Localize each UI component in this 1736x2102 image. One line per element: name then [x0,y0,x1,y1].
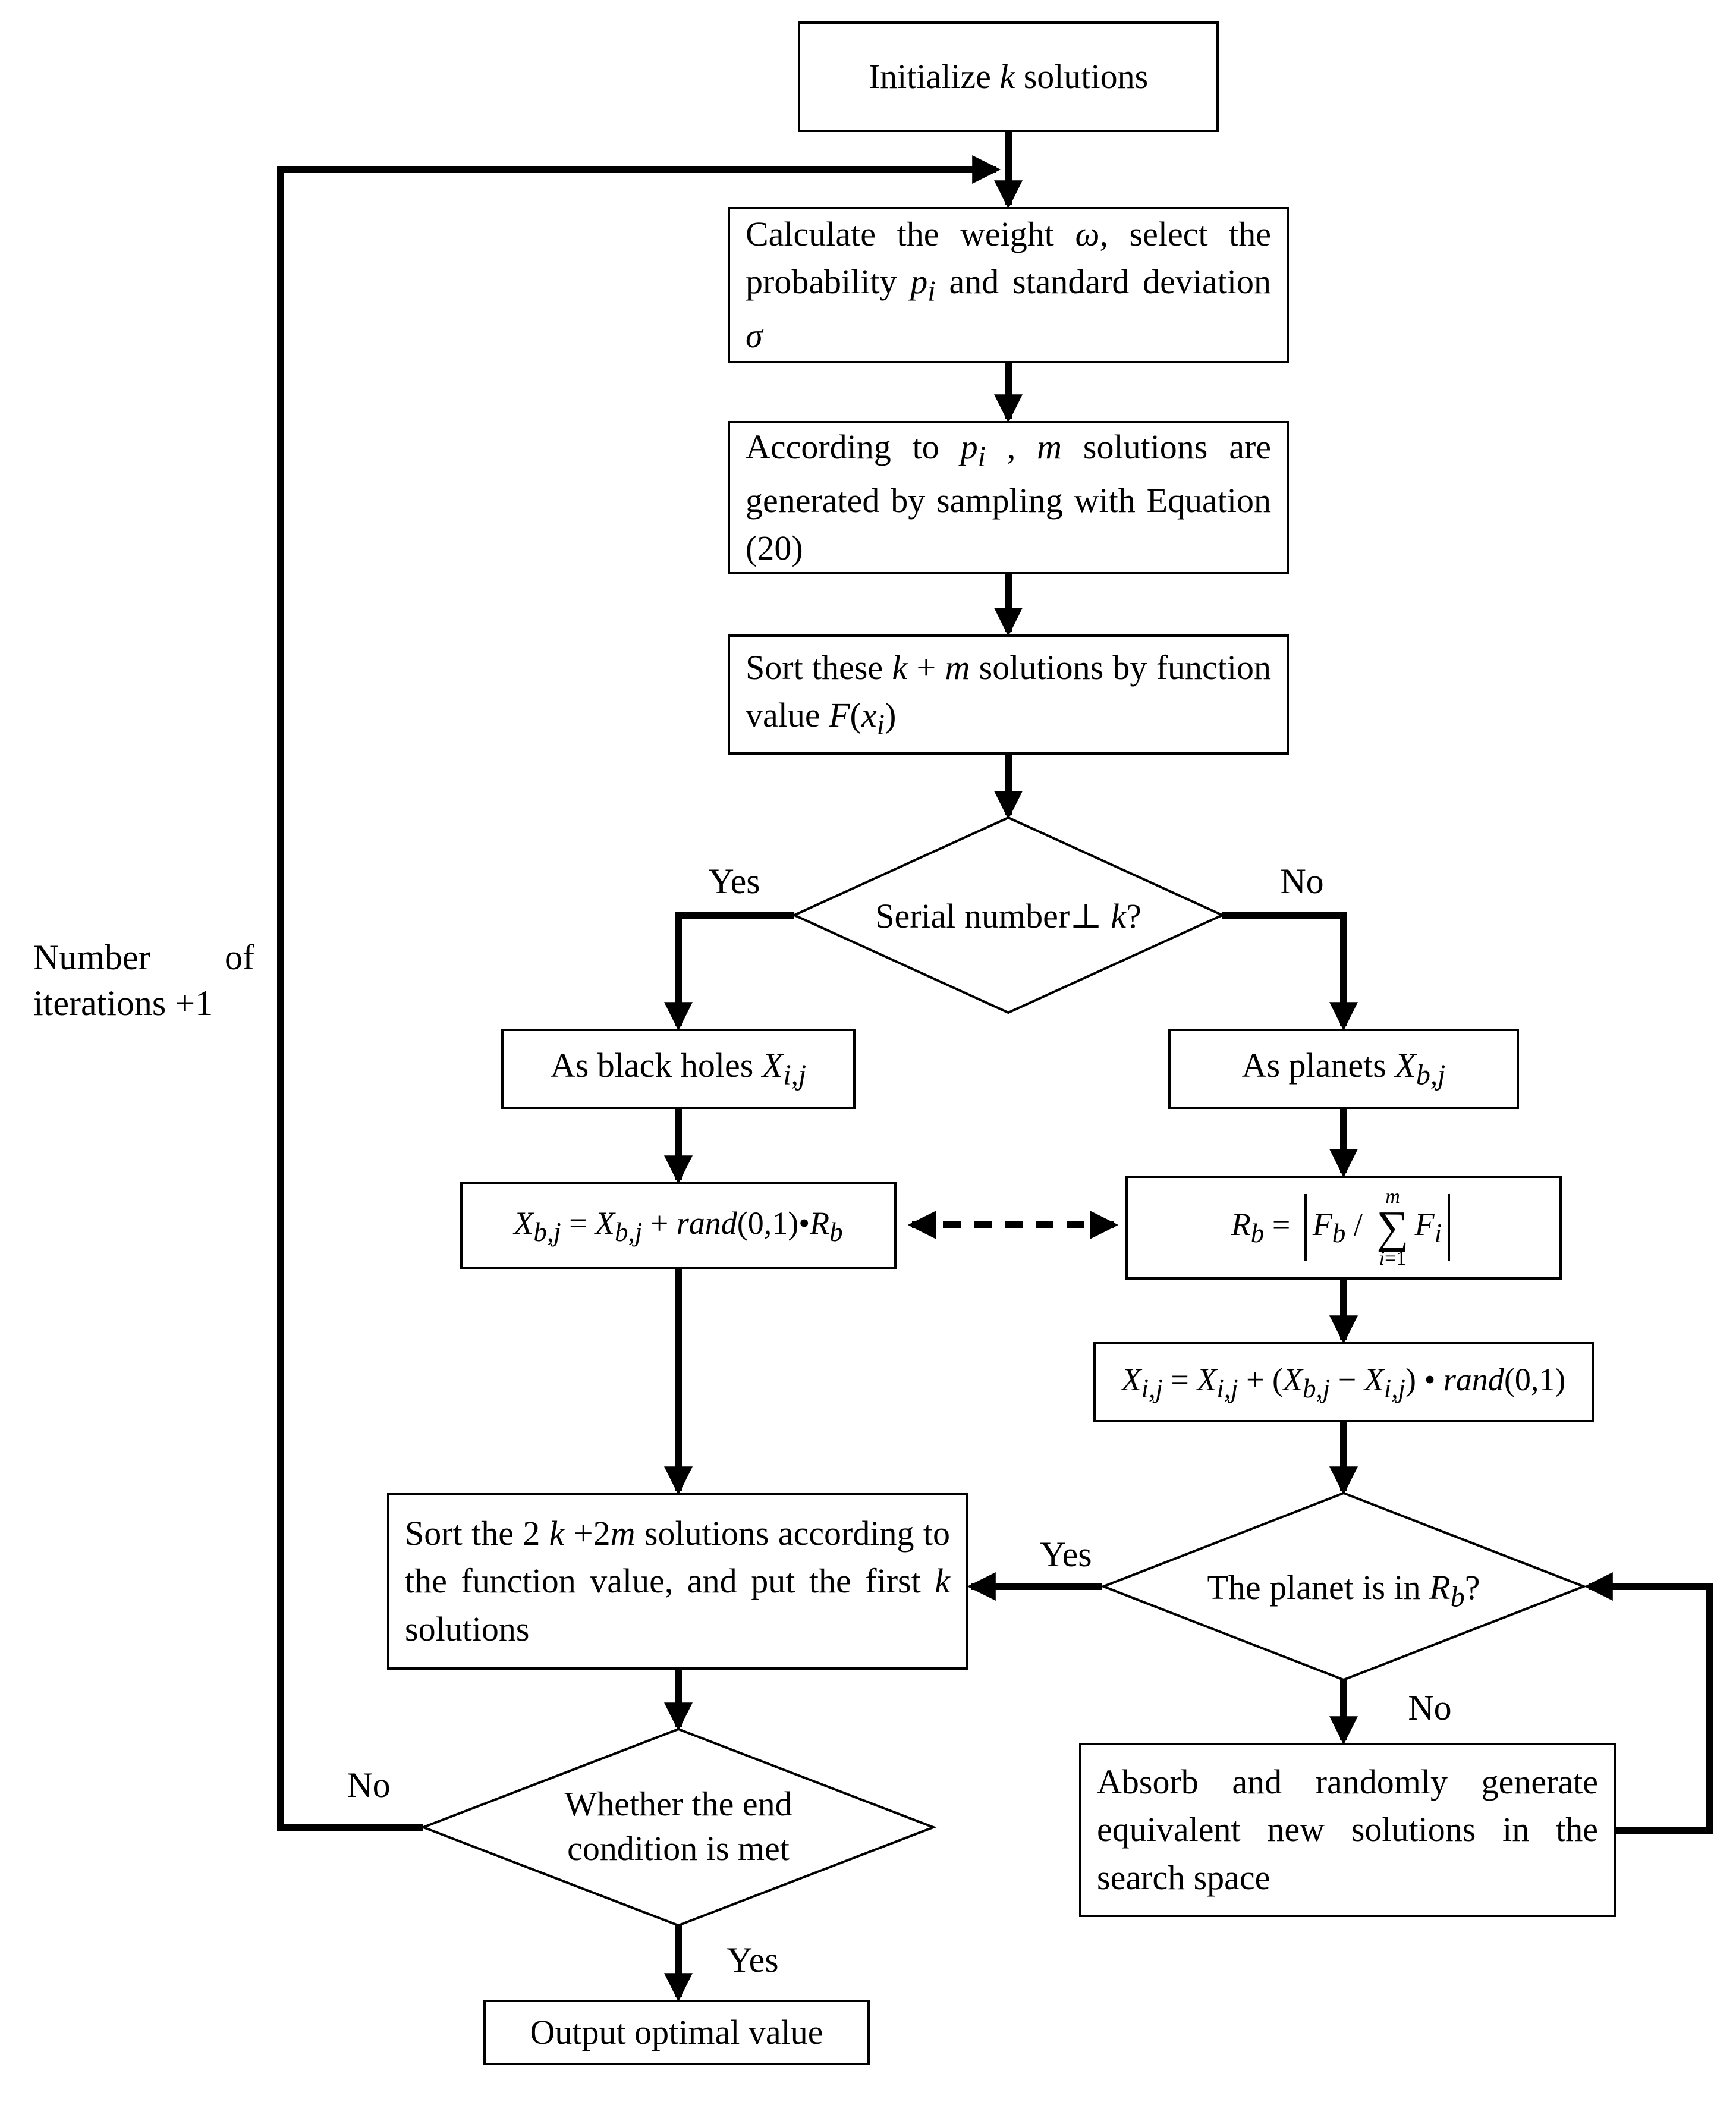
node-black-holes-text: As black holes $X_{i,j}$ [550,1046,807,1091]
node-black-holes [501,1029,856,1109]
node-radius-formula-text: $R_b = F_b$ / m ∑ i=1 $F_i$ [1128,1186,1559,1270]
label-yes-serial: Yes [708,862,760,901]
edge-serial-no-planets [1222,915,1344,1026]
node-sort-2k2m [387,1493,968,1670]
label-iterations [33,935,254,1026]
end-decision-text: Whether the end condition is met [564,1784,792,1868]
node-absorb-regenerate-text: Absorb and randomly generate equivalent new solutions in the search space [1097,1762,1598,1897]
node-sort-solutions [728,634,1289,755]
label-yes-end: Yes [727,1940,779,1980]
label-no-serial: No [1280,862,1324,901]
node-initialize [798,21,1219,132]
label-yes-planet: Yes [1040,1535,1092,1574]
node-planet-update-formula-text: $X_{i,j} = X_{i,j} + (X_{b,j} - X_{i,j})$ • rand(0,1) [1121,1362,1566,1403]
edge-serial-yes-blackholes [678,915,794,1026]
label-iterations-word-number: Number [33,938,150,977]
label-iterations-word-of: of [225,938,254,977]
label-no-planet: No [1408,1688,1452,1727]
label-iterations-line2: iterations +1 [33,983,213,1023]
node-output-optimal-text: Output optimal value [530,2012,823,2051]
node-generate-solutions-text: According to $p_i$ , m solutions are generated by sampling with Equation (20) [746,427,1271,568]
node-sort-2k2m-text: Sort the 2 k +2m solutions according to the function value, and put the first k solutions [405,1514,951,1648]
label-no-end: No [347,1765,391,1805]
node-calculate-weight [728,207,1289,363]
node-calculate-weight-text: Calculate the weight ω, select the probability $p_i$ and standard deviation σ [746,215,1271,355]
serial-decision-text: Serial number⊥ k? [875,897,1141,935]
node-planet-update-formula [1093,1342,1594,1422]
node-sort-solutions-text: Sort these k + m solutions by function value $F(x_i)$ [746,648,1272,741]
node-absorb-regenerate [1079,1743,1616,1917]
label-iterations-line1 [33,935,254,981]
node-radius-formula [1125,1176,1562,1280]
planet-decision-text: The planet is in $R_b$? [1207,1568,1480,1613]
node-blackhole-formula [460,1182,897,1269]
node-initialize-text: Initialize k solutions [868,56,1149,96]
node-blackhole-formula-text: $X_{b,j} = X_{b,j}$ + $rand(0,1)•R_b$ [514,1205,843,1247]
node-generate-solutions [728,421,1289,574]
node-planets-text: As planets $X_{b,j}$ [1241,1046,1446,1091]
node-output-optimal [483,2000,870,2065]
node-planets [1168,1029,1519,1109]
